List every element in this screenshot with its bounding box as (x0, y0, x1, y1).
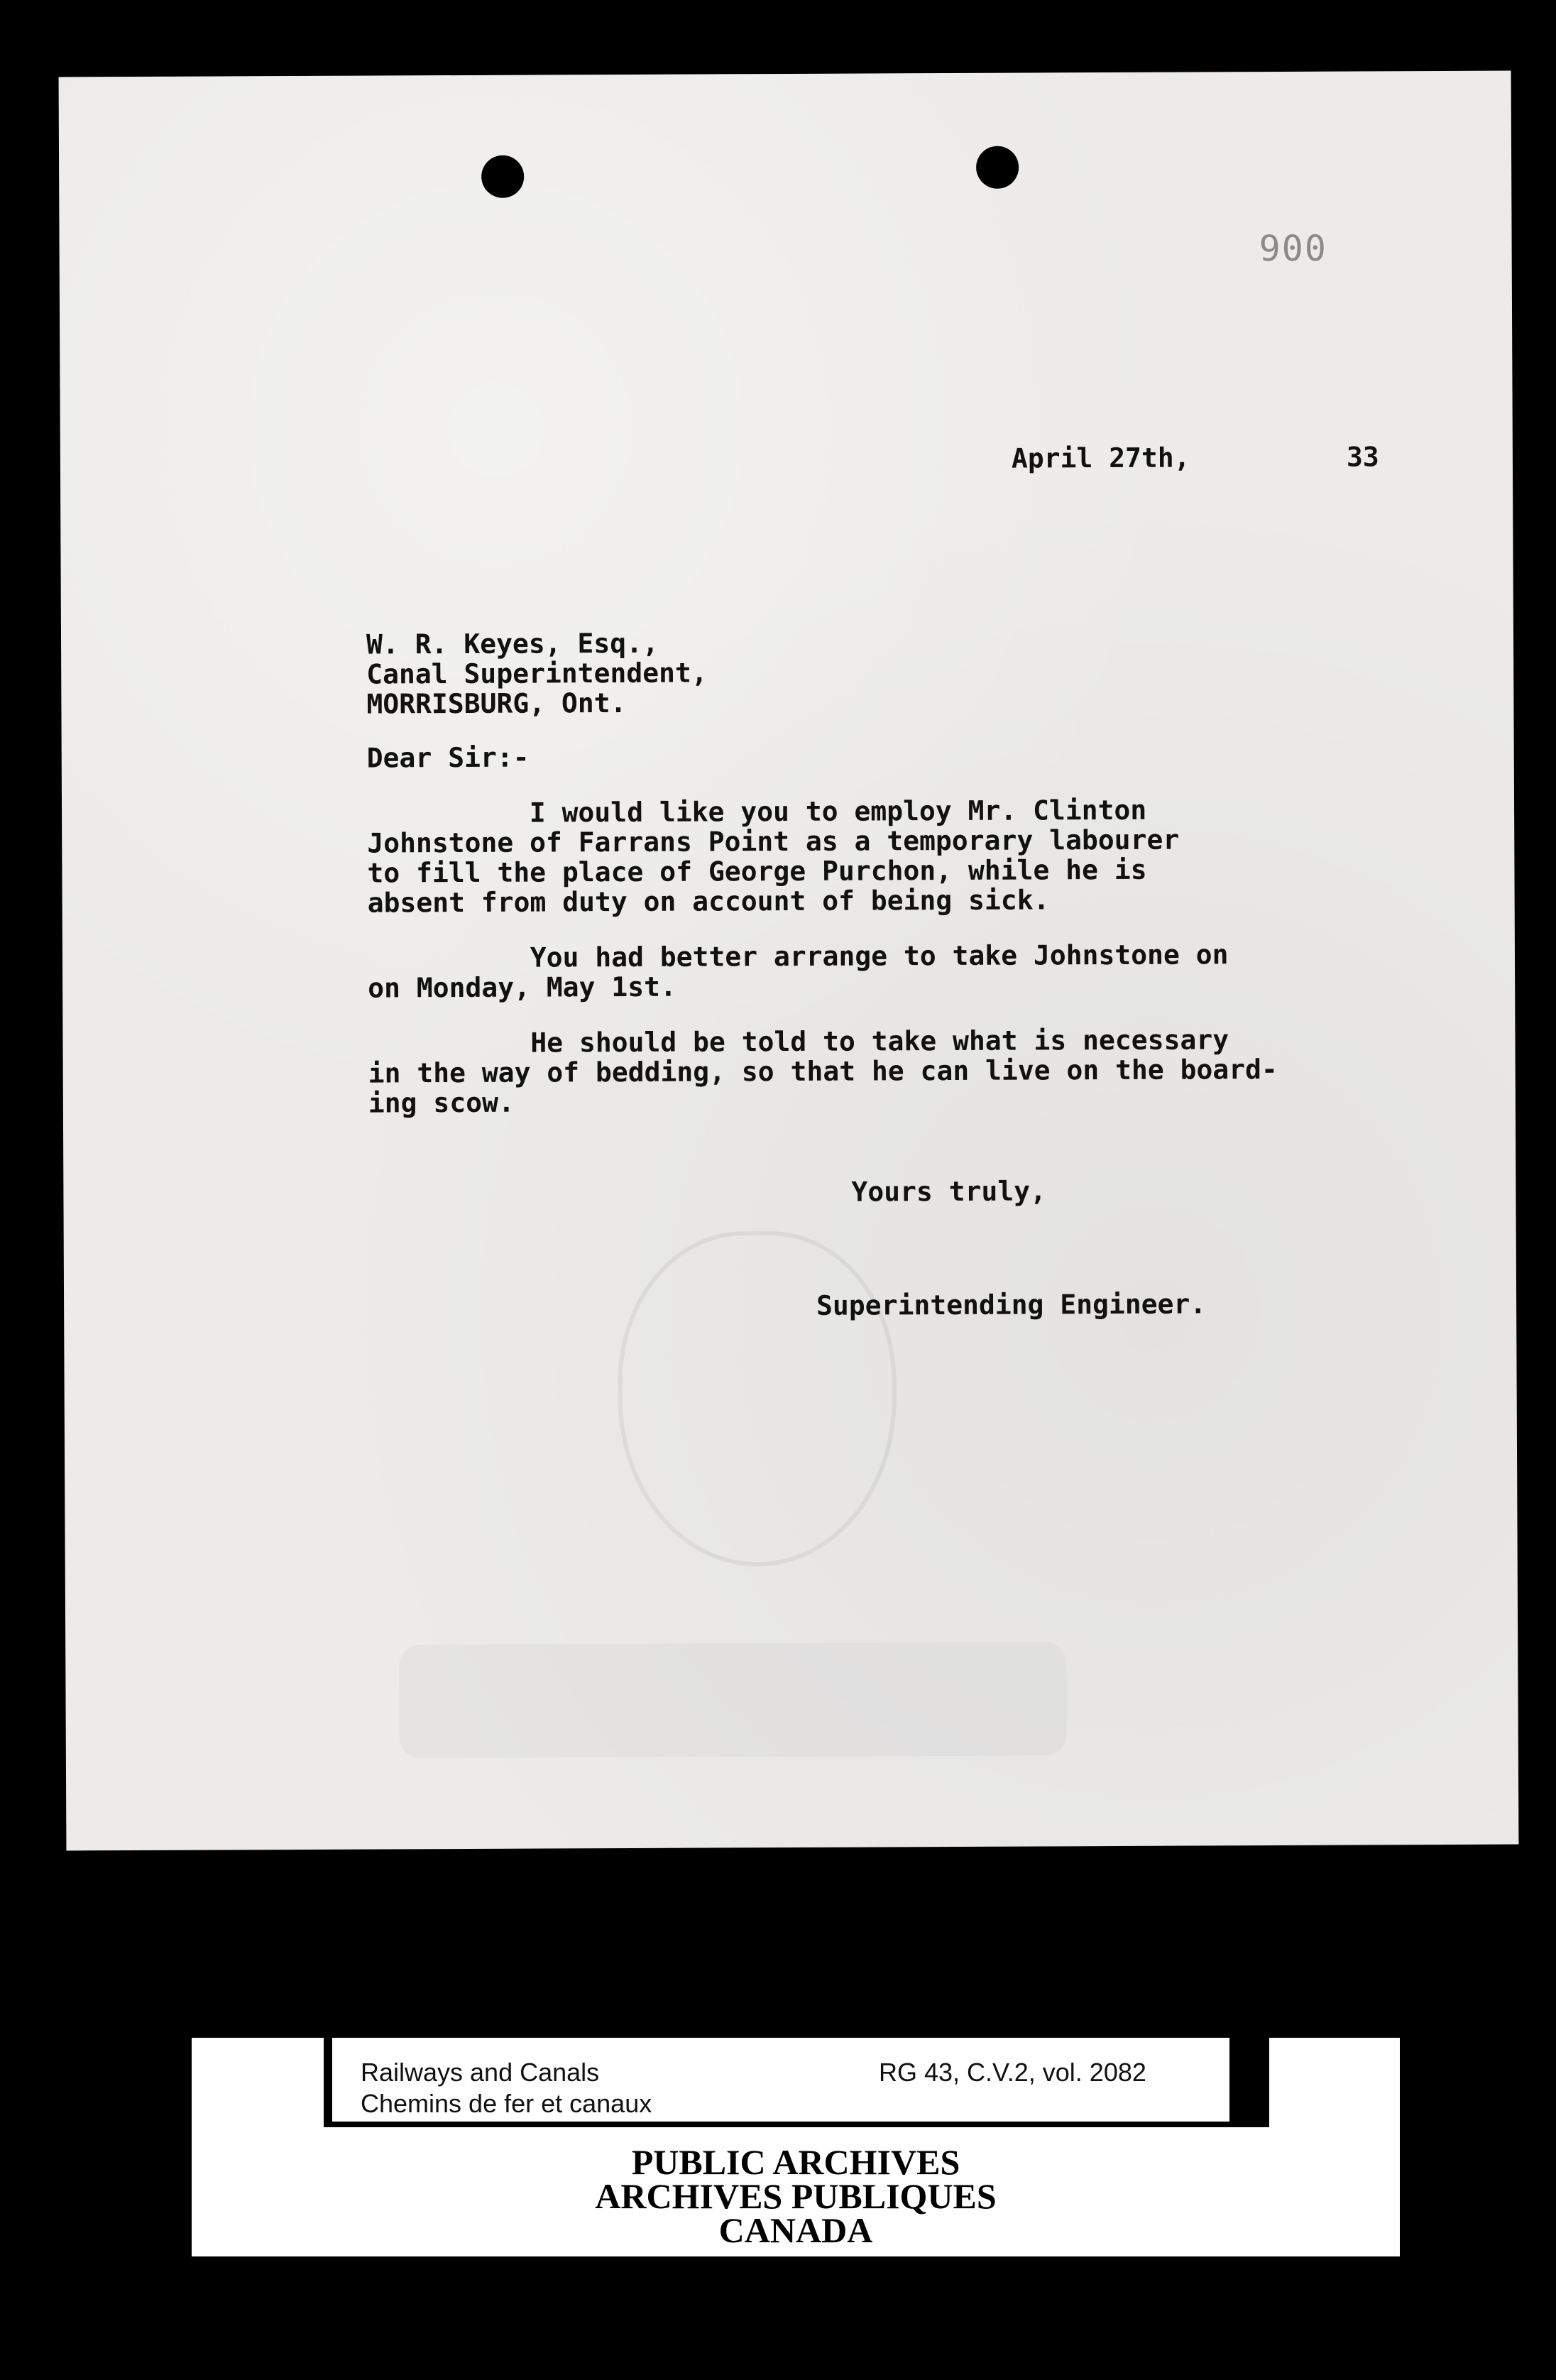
salutation: Dear Sir:- (366, 741, 530, 774)
institution-english: PUBLIC ARCHIVES (631, 2142, 960, 2182)
watermark-band (399, 1642, 1067, 1758)
paragraph-1: I would like you to employ Mr. Clinton Johnstone of Farrans Point as a temporary labourer to fill the place of George Purchon, while he is absent from duty on account of being sick. (366, 794, 1180, 919)
watermark-crest (618, 1230, 897, 1567)
punch-hole-right (976, 146, 1019, 189)
reference-strip (324, 2038, 1269, 2127)
institution-country: CANADA (718, 2210, 873, 2250)
reference-card (332, 2038, 1229, 2122)
paragraph-3: He should be told to take what is necessary in the way of bedding, so that he can live on the board- ing scow. (368, 1024, 1278, 1119)
archive-label (192, 2038, 1400, 2256)
letter-year: 33 (1346, 441, 1379, 473)
fonds-english: Railways and Canals (361, 2058, 600, 2087)
fonds-french: Chemins de fer et canaux (361, 2089, 652, 2118)
recipient-line-3: MORRISBURG, Ont. (366, 687, 627, 720)
letter-page (59, 71, 1519, 1851)
recipient-address (366, 628, 708, 719)
archive-reference: RG 43, C.V.2, vol. 2082 (879, 2058, 1146, 2087)
signature-title: Superintending Engineer. (816, 1288, 1207, 1321)
punch-hole-left (481, 155, 524, 198)
page-number-stamp: 900 (1259, 227, 1328, 270)
closing: Yours truly, (851, 1175, 1047, 1208)
paragraph-2: You had better arrange to take Johnstone on on Monday, May 1st. (367, 939, 1229, 1004)
recipient-line-1: W. R. Keyes, Esq., (366, 627, 659, 660)
letter-date: April 27th, (1011, 442, 1190, 474)
recipient-line-2: Canal Superintendent, (366, 657, 708, 690)
institution-french: ARCHIVES PUBLIQUES (595, 2176, 997, 2216)
